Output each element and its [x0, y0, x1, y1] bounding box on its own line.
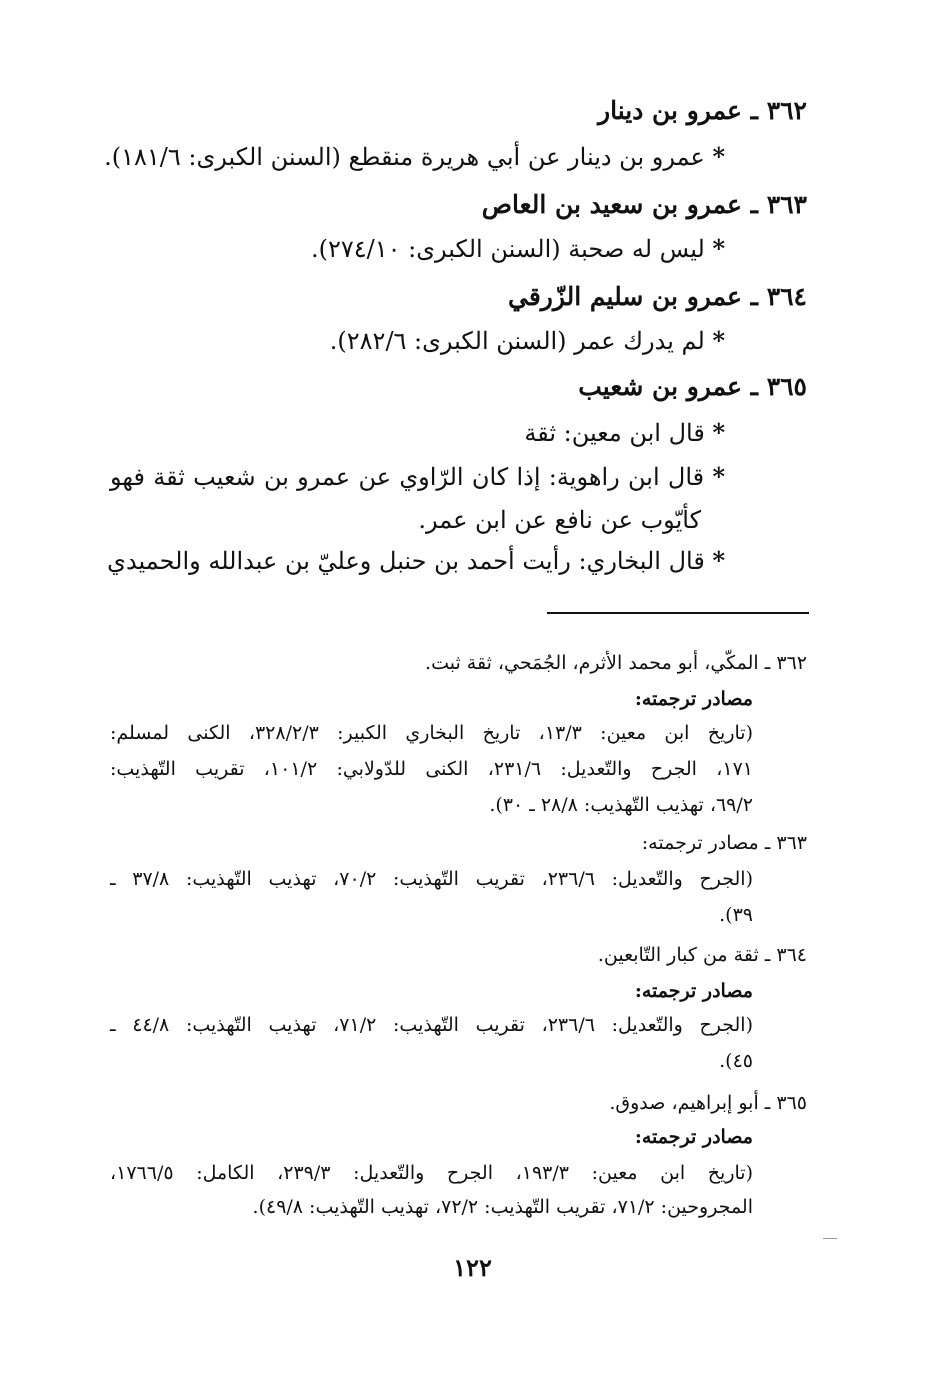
- footnote-line-362-3: ٦٩/٢، تهذيب التّهذيب: ٢٨/٨ ـ ٣٠).: [489, 794, 753, 816]
- footnote-sources-label-362: مصادر ترجمته:: [634, 688, 753, 710]
- footnote-sources-label-365: مصادر ترجمته:: [634, 1126, 753, 1148]
- entry-note-365-3: [107, 546, 725, 575]
- entry-note-365-1: [524, 418, 725, 447]
- note-text: ليس له صحبة (السنن الكبرى: ٢٧٤/١٠).: [310, 235, 705, 263]
- entry-title-364: ٣٦٤ ـ عمرو بن سليم الزّرقي: [508, 282, 807, 311]
- page-number: ١٢٢: [453, 1253, 492, 1282]
- entry-title-362: ٣٦٢ ـ عمرو بن دينار: [598, 96, 807, 125]
- note-text: عمرو بن دينار عن أبي هريرة منقطع (السنن الكبرى: ١٨١/٦).: [104, 143, 705, 171]
- note-text: قال ابن معين: ثقة: [524, 419, 705, 447]
- footnote-line-362-1: (تاريخ ابن معين: ١٣/٣، تاريخ البخاري الكبير: ٣٢٨/٢/٣، الكنى لمسلم:: [110, 722, 754, 744]
- footnote-line-364-2: ٤٥).: [719, 1050, 753, 1072]
- note-text: قال ابن راهوية: إذا كان الرّاوي عن عمرو بن شعيب ثقة فهو: [110, 463, 705, 491]
- footnote-line-365-1: (تاريخ ابن معين: ١٩٣/٣، الجرح والتّعديل: ٢٣٩/٣، الكامل: ١٧٦٦/٥،: [110, 1162, 754, 1184]
- entry-note-362: [104, 142, 725, 171]
- footnote-line-363-1: (الجرح والتّعديل: ٢٣٦/٦، تقريب التّهذيب: ٧٠/٢، تهذيب التّهذيب: ٣٧/٨ ـ: [110, 868, 753, 890]
- footnote-line-362-2: ١٧١، الجرح والتّعديل: ٢٣١/٦، الكنى للدّولابي: ١٠١/٢، تقريب التّهذيب:: [110, 758, 753, 780]
- footnote-separator: [547, 612, 809, 614]
- footnote-head-365: ٣٦٥ ـ أبو إبراهيم، صدوق.: [609, 1092, 807, 1114]
- star-bullet: *: [712, 234, 725, 263]
- entry-title-363: ٣٦٣ ـ عمرو بن سعيد بن العاص: [481, 190, 807, 219]
- entry-title-365: ٣٦٥ ـ عمرو بن شعيب: [578, 372, 807, 401]
- star-bullet: *: [712, 546, 725, 575]
- entry-note-364: [330, 326, 725, 355]
- star-bullet: *: [712, 462, 725, 491]
- entry-note-365-2: [110, 462, 725, 491]
- note-text: لم يدرك عمر (السنن الكبرى: ٢٨٢/٦).: [329, 327, 705, 355]
- footnote-line-365-2: المجروحين: ٧١/٢، تقريب التّهذيب: ٧٢/٢، تهذيب التّهذيب: ٤٩/٨).: [252, 1196, 753, 1218]
- star-bullet: *: [712, 142, 725, 171]
- footnote-head-363: ٣٦٣ ـ مصادر ترجمته:: [641, 832, 807, 854]
- footnote-head-362: ٣٦٢ ـ المكّي، أبو محمد الأثرم، الجُمَحي، ثقة ثبت.: [425, 652, 807, 674]
- entry-note-363: [311, 234, 725, 263]
- entry-note-365-2-cont: كأيّوب عن نافع عن ابن عمر.: [418, 506, 701, 534]
- star-bullet: *: [712, 326, 725, 355]
- scan-mark: [823, 1238, 837, 1239]
- footnote-head-364: ٣٦٤ ـ ثقة من كبار التّابعين.: [597, 944, 807, 966]
- note-text: قال البخاري: رأيت أحمد بن حنبل وعليّ بن عبدالله والحميدي: [107, 547, 705, 575]
- footnote-line-363-2: ٣٩).: [719, 904, 753, 926]
- star-bullet: *: [712, 418, 725, 447]
- footnote-line-364-1: (الجرح والتّعديل: ٢٣٦/٦، تقريب التّهذيب: ٧١/٢، تهذيب التّهذيب: ٤٤/٨ ـ: [110, 1014, 753, 1036]
- footnote-sources-label-364: مصادر ترجمته:: [634, 980, 753, 1002]
